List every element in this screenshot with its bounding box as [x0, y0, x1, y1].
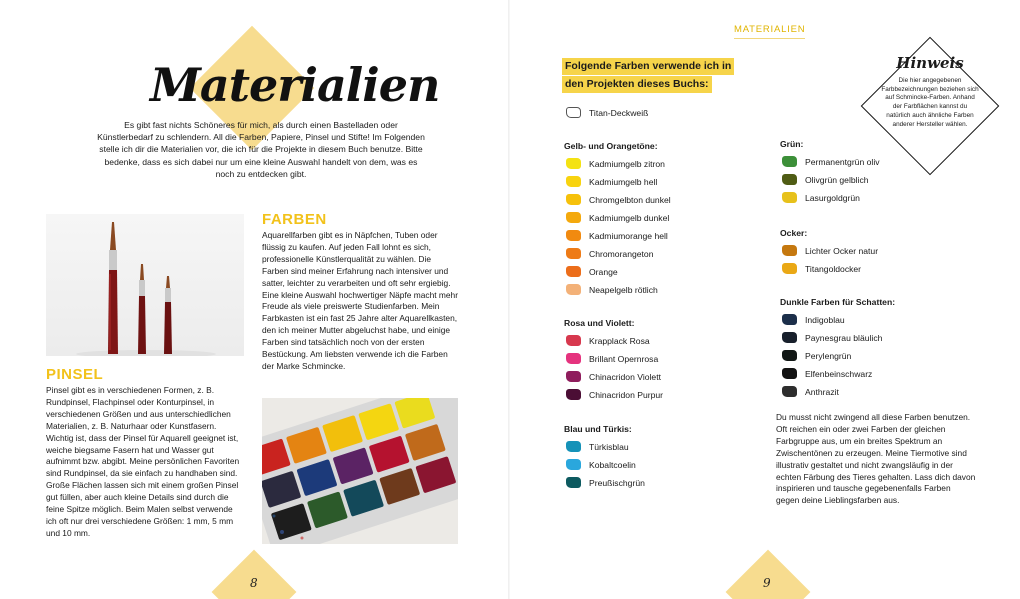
swatch-label: Chromgelbton dunkel [589, 194, 671, 205]
swatch-label: Perylengrün [805, 350, 852, 361]
swatch-color [566, 158, 581, 169]
hinweis-title: Hinweis [896, 54, 964, 72]
swatch-item [782, 191, 860, 204]
swatch-color [566, 371, 581, 382]
swatch-color [566, 335, 581, 346]
swatch-color [566, 477, 581, 488]
swatch-color [782, 314, 797, 325]
color-group-title: Gelb- und Orangetöne: [564, 141, 658, 151]
swatch-color [782, 386, 797, 397]
swatch-item [566, 229, 668, 242]
swatch-item [566, 388, 663, 401]
swatch-item [566, 193, 671, 206]
swatch-label: Chinacridon Purpur [589, 389, 664, 400]
swatch-white-color [566, 107, 581, 118]
color-group-title: Rosa und Violett: [564, 318, 635, 328]
swatch-label: Permanentgrün oliv [805, 156, 880, 167]
intro-paragraph: Es gibt fast nichts Schöneres für mich, als durch einen Bastelladen oder Künstlerbedarf zu schlendern. All die Farben, Papiere, Pinsel und Stifte! Im Folgenden stelle ich dir die Materialien vor, die ich für die Projekte in diesem Buch benutze. Bitte bedenke, dass es sich dabei nur um eine kleine Auswahl handelt von dem, was es noch zu entdecken gibt. [97, 120, 425, 179]
swatch-item [566, 283, 658, 296]
page-number-left: 8 [250, 576, 258, 590]
page-number-diamond [726, 550, 811, 599]
swatch-label: Olivgrün gelblich [805, 174, 869, 185]
swatch-label: Anthrazit [805, 386, 839, 397]
swatch-color [566, 459, 581, 470]
swatch-item [782, 262, 861, 275]
swatch-label: Türkisblau [589, 441, 629, 452]
swatch-label: Titangoldocker [805, 263, 862, 274]
swatch-label: Chinacridon Violett [589, 371, 661, 382]
page-number-right: 9 [763, 576, 771, 590]
closing-text: Du musst nicht zwingend all diese Farben benutzen. Oft reichen ein oder zwei Farben der gleichen Farbgruppe aus, um ein breites Spektrum an Zwischentönen zu erzeugen. Meine Tiermotive sind illustrativ gestaltet und nicht zwangsläufig in der echten Färbung des Tieres gehalten. Lass dich davon inspirieren und tausche gegebenenfalls Farben gegen deine Lieblingsfarben aus. [776, 412, 976, 506]
colors-heading [562, 58, 734, 94]
swatch-item [782, 367, 872, 380]
swatch-item [782, 313, 845, 326]
colors-heading-line-2: den Projekten dieses Buchs: [562, 76, 712, 93]
farben-text: Aquarellfarben gibt es in Näpfchen, Tuben oder flüssig zu kaufen. Auf jeden Fall lohnt es sich, professionelle Künstlerqualität zu wählen. Die Farben sind meiner Erfahrung nach intensiver und satter, leichter zu verarbeiten und oft sehr ergiebig. Eine kleine Auswahl hochwertiger Näpfe macht mehr Freude als viele preiswerte Studienfarben. Mein Farbkasten ist ein fast 25 Jahre alter Aquarellkasten, den ich meiner Mutter abgeluchst habe, und einige Farben sind tatsächlich noch von der ersten Bestückung. Am liebsten verwende ich die Farben der Marke Schmincke. [262, 230, 458, 371]
swatch-color [566, 266, 581, 277]
swatch-titan-deckweiss [566, 106, 648, 119]
paintbox-photo [262, 398, 458, 544]
brushes-photo [46, 214, 244, 356]
swatch-label: Krapplack Rosa [589, 335, 650, 346]
swatch-item [566, 370, 661, 383]
swatch-label: Kadmiumgelb dunkel [589, 212, 670, 223]
swatch-item [566, 211, 669, 224]
swatch-label: Lichter Ocker natur [805, 245, 879, 256]
swatch-color [782, 332, 797, 343]
swatch-color [566, 389, 581, 400]
swatch-item [566, 175, 657, 188]
section-tag: MATERIALIEN [734, 24, 805, 39]
swatch-color [566, 230, 581, 241]
swatch-item [566, 458, 636, 471]
page-number-diamond [212, 550, 297, 599]
swatch-label: Elfenbeinschwarz [805, 368, 873, 379]
swatch-color [782, 368, 797, 379]
swatch-color [782, 156, 797, 167]
right-page [510, 0, 1020, 599]
swatch-item [566, 440, 629, 453]
swatch-item [566, 476, 645, 489]
swatch-label: Kadmiumgelb zitron [589, 158, 665, 169]
swatch-label: Indigoblau [805, 314, 845, 325]
swatch-color [566, 353, 581, 364]
swatch-label: Orange [589, 266, 618, 277]
swatch-label: Paynesgrau bläulich [805, 332, 883, 343]
swatch-label: Kobaltcoelin [589, 459, 636, 470]
swatch-label: Chromorangeton [589, 248, 654, 259]
hinweis-note [846, 22, 1014, 190]
swatch-item [566, 157, 665, 170]
swatch-label: Preußischgrün [589, 477, 645, 488]
swatch-item [782, 349, 851, 362]
color-group-title: Grün: [780, 139, 804, 149]
hinweis-text: Die hier angegebenen Farbbezeichnungen beziehen sich auf Schmincke-Farben. Anhand der Farbflächen kannst du natürlich auch ähnliche Farben anderer Hersteller wählen. [881, 77, 979, 128]
swatch-item [782, 331, 882, 344]
swatch-color [566, 284, 581, 295]
farben-heading: FARBEN [262, 211, 327, 228]
swatch-item [566, 334, 650, 347]
swatch-item [782, 244, 878, 257]
swatch-color [782, 174, 797, 185]
swatch-color [782, 350, 797, 361]
swatch-color [566, 194, 581, 205]
swatch-color [782, 245, 797, 256]
colors-heading-line-1: Folgende Farben verwende ich in [562, 58, 734, 75]
swatch-item [566, 352, 658, 365]
swatch-color [782, 192, 797, 203]
swatch-label: Kadmiumorange hell [589, 230, 668, 241]
swatch-item [566, 247, 654, 260]
swatch-item [566, 265, 618, 278]
swatch-item [782, 385, 839, 398]
color-group-title: Ocker: [780, 228, 808, 238]
swatch-label: Kadmiumgelb hell [589, 176, 658, 187]
pinsel-text: Pinsel gibt es in verschiedenen Formen, z. B. Rundpinsel, Flachpinsel oder Konturpinsel, in verschiedenen Größen und aus unterschiedlichen Materialien, z. B. Naturhaar oder Kunstfasern. Wichtig ist, dass der Pinsel für Aquarell geeignet ist, weiche biegsame Fasern hat und Wasser gut aufnimmt bzw. abgibt. Meine persönlichen Favoriten sind Rundpinsel, da sie einfach zu handhaben sind. Große Flächen lassen sich mit einem großen Pinsel gut füllen, aber auch kleine Details sind durch die feine Spitze möglich. Beim Malen selbst verwende ich oft nur drei verschiedene Größen: 1 mm, 5 mm und 10 mm. [46, 385, 240, 538]
pinsel-heading: PINSEL [46, 366, 104, 383]
swatch-label: Brillant Opernrosa [589, 353, 659, 364]
swatch-label: Lasurgoldgrün [805, 192, 860, 203]
swatch-color [566, 176, 581, 187]
page-title: Materialien [150, 58, 440, 112]
swatch-color [782, 263, 797, 274]
swatch-color [566, 441, 581, 452]
swatch-color [566, 248, 581, 259]
swatch-color [566, 212, 581, 223]
color-group-title: Blau und Türkis: [564, 424, 632, 434]
swatch-label: Titan-Deckweiß [589, 107, 649, 118]
color-group-title: Dunkle Farben für Schatten: [780, 297, 896, 307]
swatch-label: Neapelgelb rötlich [589, 284, 658, 295]
